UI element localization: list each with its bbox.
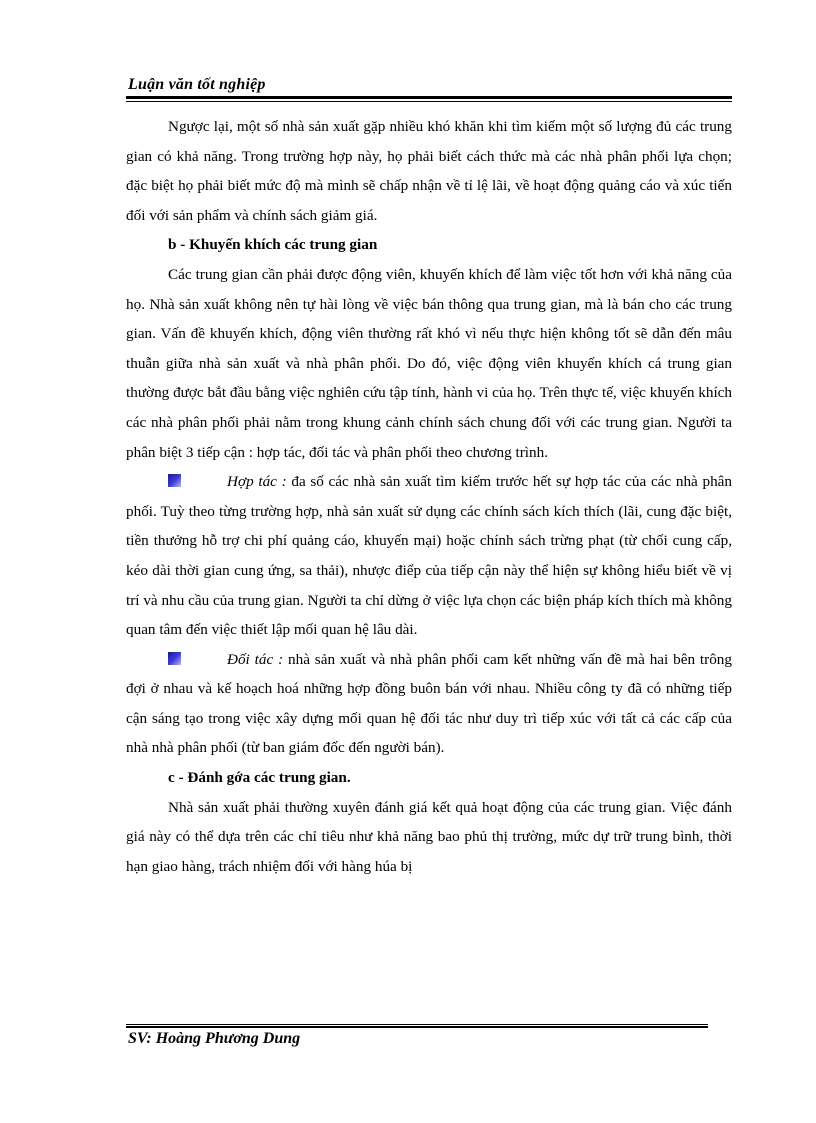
section-heading-b: b - Khuyến khích các trung gian — [168, 236, 378, 254]
bullet-item-cooperation — [126, 467, 732, 645]
paragraph-intro: Ngược lại, một số nhà sản xuất gặp nhiều khó khăn khi tìm kiếm một số lượng đủ các trung gian có khả năng. Trong trường hợp này, họ phải biết cách thức mà các nhà phân phối lựa chọn; đặc biệt họ phải biết mức độ mà mình sẽ chấp nhận về tỉ lệ lãi, về hoạt động quảng cáo và xúc tiến đối với sản phẩm và chính sách giảm giá. — [126, 118, 732, 224]
footer-author: SV: Hoàng Phương Dung — [128, 1030, 301, 1047]
square-bullet-icon — [168, 652, 181, 665]
bullet-item-partnership — [126, 645, 732, 763]
paragraph-evaluation: Nhà sản xuất phải thường xuyên đánh giá kết quả hoạt động của các trung gian. Việc đánh giá này có thể dựa trên các chỉ tiêu như khả năng bao phủ thị trường, mức dự trữ trung bình, thời hạn giao hàng, trách nhiệm đối với hàng húa bị — [126, 798, 732, 875]
bullet-text-partnership: nhà sản xuất và nhà phân phối cam kết những vấn đề mà hai bên trông đợi ở nhau và kế hoạch hoá những hợp đồng buôn bán với nhau. Nhiều công ty đã có những tiếp cận sáng tạo trong việc xây dựng mối quan hệ đối tác như duy trì tiếp xúc với tất cả các cấp của nhà nhà phân phối (từ ban giám đốc đến người bán). — [126, 650, 732, 757]
bullet-term-cooperation: Hợp tác : — [227, 473, 287, 491]
header-rule — [126, 96, 732, 99]
header-title: Luận văn tốt nghiệp — [128, 76, 266, 93]
bullet-text-cooperation: đa số các nhà sản xuất tìm kiếm trước hết sự hợp tác của các nhà phân phối. Tuỳ theo từng trường hợp, nhà sản xuất sử dụng các chính sách kích thích (lãi, cung đặc biệt, tiền thưởng hỗ trợ chi phí quảng cáo, khuyến mại) hoặc chính sách trừng phạt (từ chối cung cấp, kéo dài thời gian cung ứng, sa thải), nhược điểp của tiếp cận này thể hiện sự không hiểu biết về vị trí và nhu cầu của trung gian. Người ta chỉ dừng ở việc lựa chọn các biện pháp kích thích mà không quan tâm đến việc thiết lập mối quan hệ lâu dài. — [126, 473, 732, 639]
section-heading-c: c - Đánh gớa các trung gian. — [168, 769, 351, 787]
square-bullet-icon — [168, 474, 181, 487]
bullet-term-partnership: Đối tác : — [227, 650, 284, 668]
footer-rule — [126, 1024, 708, 1025]
paragraph-encourage: Các trung gian cần phải được động viên, khuyến khích để làm việc tốt hơn với khả năng của họ. Nhà sản xuất không nên tự hài lòng về việc bán thông qua trung gian, mà là bán cho các trung gian. Vấn đề khuyến khích, động viên thường rất khó vì nếu thực hiện không tốt sẽ dẫn đến mâu thuẫn giữa nhà sản xuất và nhà phân phối. Do đó, việc động viên khuyến khích cá trung gian thường được bắt đầu bằng việc nghiên cứu tập tính, hành vi của họ. Trên thực tế, việc khuyến khích các nhà phân phối phải nằm trong khung cảnh chính sách chung đối với các trung gian. Người ta phân biệt 3 tiếp cận : hợp tác, đối tác và phân phối theo chương trình. — [126, 265, 732, 461]
document-body — [126, 112, 732, 881]
